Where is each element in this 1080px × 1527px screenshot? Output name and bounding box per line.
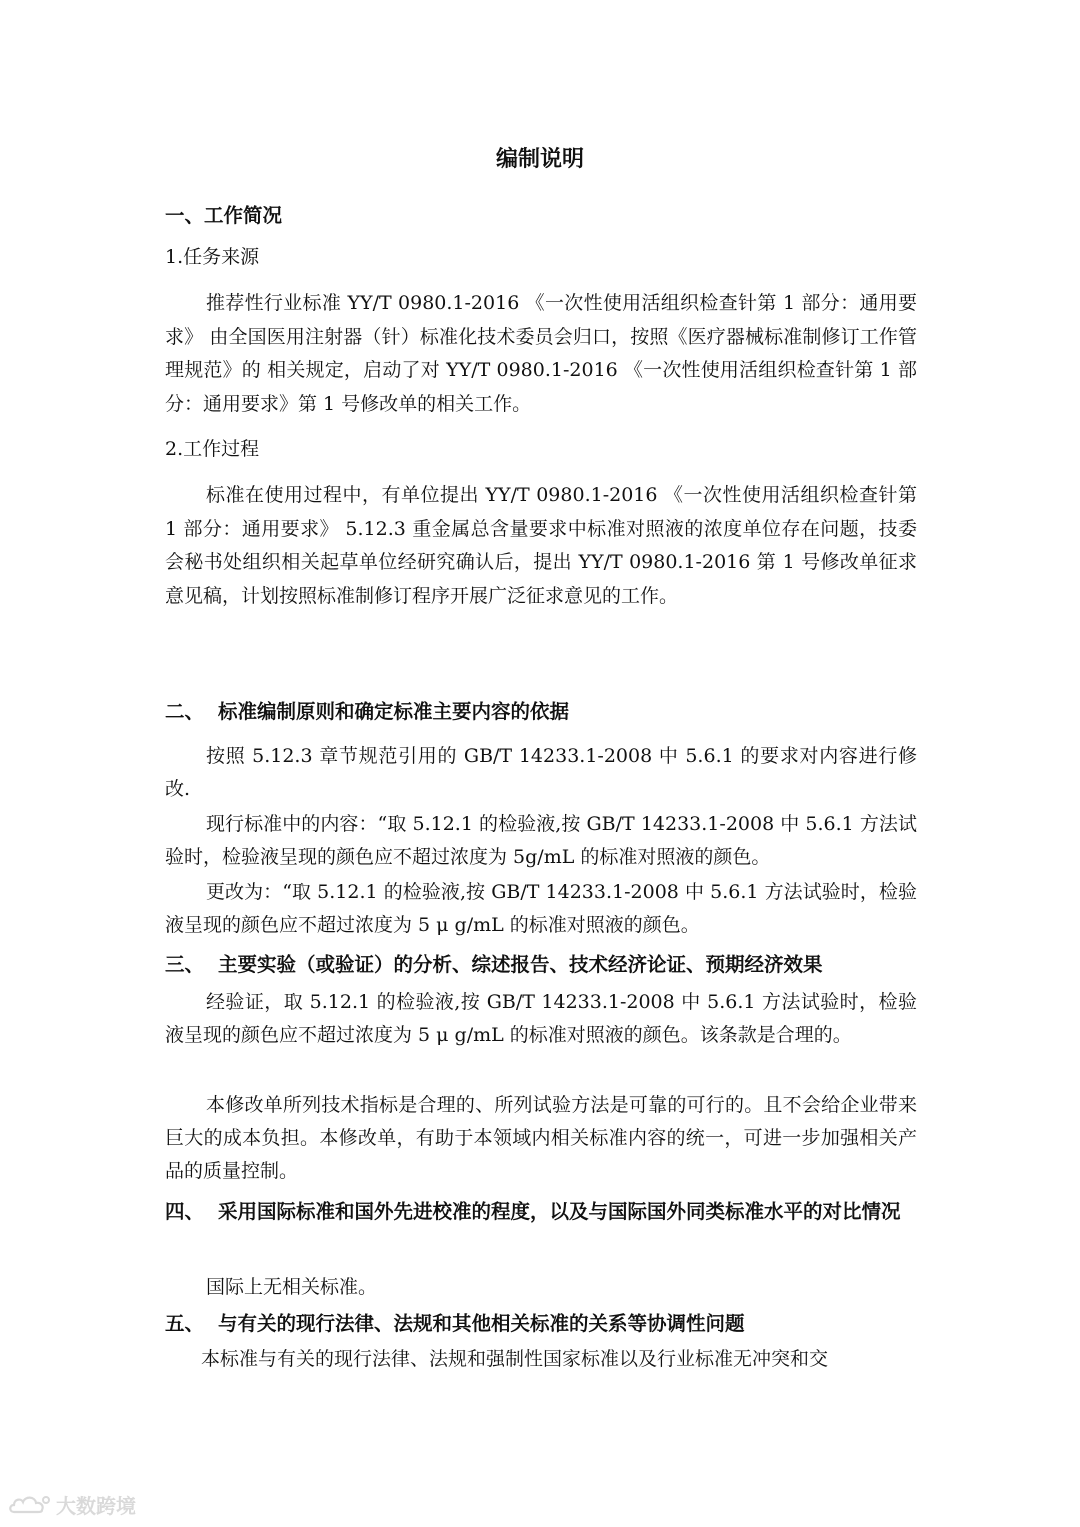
section5-paragraph: 本标准与有关的现行法律、法规和强制性国家标准以及行业标准无冲突和交 [201, 1348, 829, 1370]
section1-subheading-work-process: 2.工作过程 [165, 438, 260, 460]
section3-number: 三、 [165, 953, 205, 976]
section1-paragraph-task-source: 推荐性行业标准 YY/T 0980.1-2016 《一次性使用活组织检查针第 1 部分：通用要求》 由全国医用注射器（针）标准化技术委员会归口，按照《医疗器械标准制修订工作管理规范》的 相关规定，启动了对 YY/T 0980.1-2016 《一次性使用活组织检查针第 1 部分：通用要求》第 1 号修改单的相关工作。 [165, 292, 917, 415]
section5-heading-text: 与有关的现行法律、法规和其他相关标准的关系等协调性问题 [218, 1312, 745, 1335]
section2-paragraph-current-content: 现行标准中的内容：“取 5.12.1 的检验液,按 GB/T 14233.1-2008 中 5.6.1 方法试验时，检验液呈现的颜色应不超过浓度为 5g/mL 的标准对照液的颜色。 [165, 813, 917, 868]
section1-heading: 一、工作简况 [165, 204, 283, 227]
section3-paragraph-verification: 经验证，取 5.12.1 的检验液,按 GB/T 14233.1-2008 中 5.6.1 方法试验时，检验液呈现的颜色应不超过浓度为 5 μ g/mL 的标准对照液的颜色。该条款是合理的。 [165, 991, 917, 1046]
section1-subheading-task-source: 1.任务来源 [165, 246, 260, 268]
section3-paragraph-technical-rationale: 本修改单所列技术指标是合理的、所列试验方法是可靠的可行的。且不会给企业带来巨大的成本负担。本修改单，有助于本领域内相关标准内容的统一，可进一步加强相关产品的质量控制。 [165, 1094, 917, 1182]
section2-number: 二、 [165, 700, 205, 723]
section4-heading [165, 1191, 925, 1233]
section4-heading-text: 采用国际标准和国外先进校准的程度，以及与国际国外同类标准水平的对比情况 [218, 1200, 901, 1223]
section4-number: 四、 [165, 1200, 205, 1223]
watermark [8, 1490, 136, 1519]
cloud-logo-icon [8, 1494, 52, 1516]
watermark-text: 大数跨境 [56, 1494, 136, 1518]
section4-paragraph: 国际上无相关标准。 [206, 1276, 378, 1298]
section3-heading [165, 948, 925, 981]
section2-heading-text: 标准编制原则和确定标准主要内容的依据 [218, 700, 570, 723]
section2-heading [165, 695, 925, 728]
section2-paragraph-basis: 按照 5.12.3 章节规范引用的 GB/T 14233.1-2008 中 5.6.1 的要求对内容进行修改. [165, 745, 917, 800]
section2-paragraph-revised-content: 更改为：“取 5.12.1 的检验液,按 GB/T 14233.1-2008 中 5.6.1 方法试验时，检验液呈现的颜色应不超过浓度为 5 μ g/mL 的标准对照液的颜色。 [165, 881, 917, 936]
section1-paragraph-work-process: 标准在使用过程中，有单位提出 YY/T 0980.1-2016 《一次性使用活组织检查针第 1 部分：通用要求》 5.12.3 重金属总含量要求中标准对照液的浓度单位存在问题，技委会秘书处组织相关起草单位经研究确认后，提出 YY/T 0980.1-2016 第 1 号修改单征求意见稿，计划按照标准制修订程序开展广泛征求意见的工作。 [165, 484, 917, 607]
page-title: 编制说明 [495, 147, 584, 172]
section3-heading-text: 主要实验（或验证）的分析、综述报告、技术经济论证、预期经济效果 [218, 953, 823, 976]
section5-number: 五、 [165, 1312, 205, 1335]
section5-heading [165, 1307, 925, 1340]
